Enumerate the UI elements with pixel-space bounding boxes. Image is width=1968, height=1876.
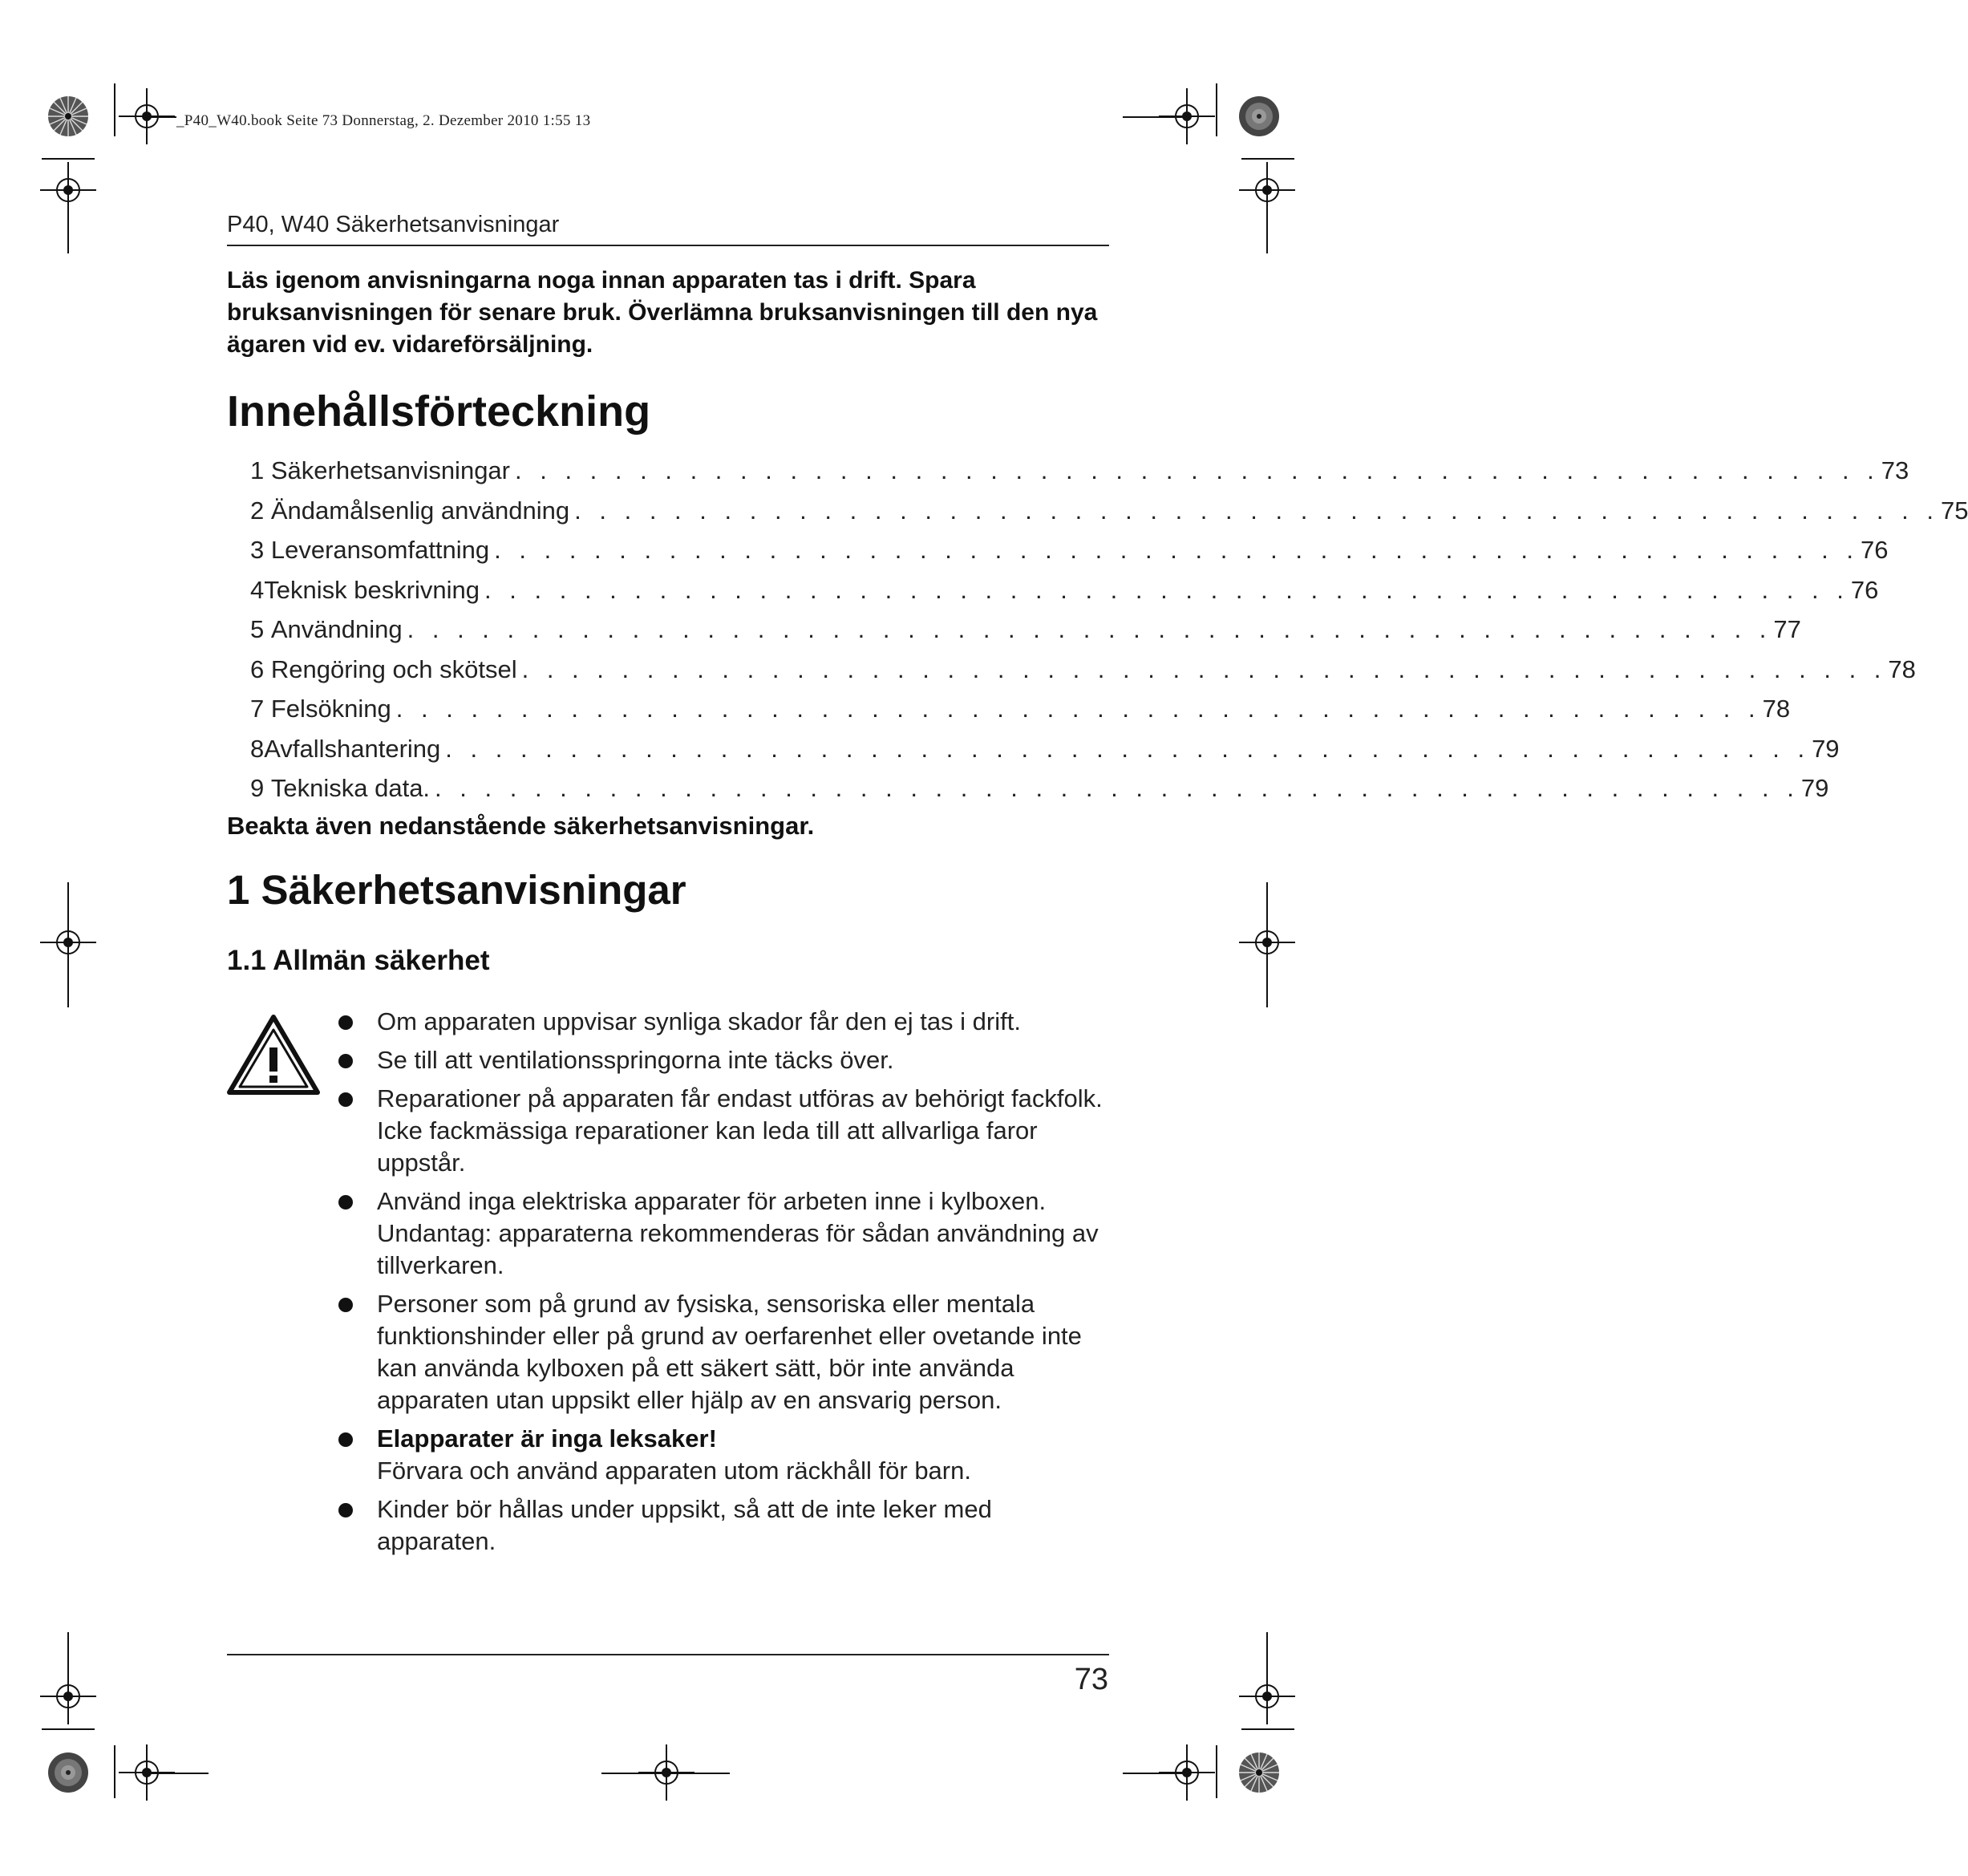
toc-entry-title: Felsökning [270,695,391,723]
list-item [335,1083,1115,1179]
trim-line [1266,882,1268,930]
trim-line [1241,1728,1294,1730]
list-item-text: Reparationer på apparaten får endast utföras av behörigt fackfolk. Icke fackmässiga reparationer kan leda till att allvarliga faror uppstår. [377,1084,1103,1177]
trim-line [1216,1745,1217,1798]
toc-leader-dots: . . . . . . . . . . . . . . . . . . . . . . . . . . . . . . . . . . . . . . . . . . . . . . . . . . . . . . . [445,734,1811,763]
toc-leader-dots: . . . . . . . . . . . . . . . . . . . . . . . . . . . . . . . . . . . . . . . . . . . . . . . . . . . . . . . [435,774,1800,802]
toc-entry-page: 79 [1812,734,1840,763]
trim-line [67,882,69,930]
list-item-text: Förvara och använd apparaten utom räckhåll för barn. [377,1457,971,1485]
toc-leader-dots: . . . . . . . . . . . . . . . . . . . . . . . . . . . . . . . . . . . . . . . . . . . . . . . . . . . . . . . [521,654,1887,683]
toc-entry-title: Tekniska data. [270,774,431,802]
toc-entry-number: 7 [250,695,265,723]
trim-line [144,116,176,118]
toc-entry-number: 1 [250,456,265,484]
list-item [335,1288,1115,1416]
bullet-dot-icon [338,1432,353,1447]
trim-line [1241,158,1294,160]
toc-entry-number: 5 [250,615,265,643]
bullet-dot-icon [338,1298,353,1312]
list-item-text: Se till att ventilationsspringorna inte täcks över. [377,1046,894,1074]
trim-line [1266,1632,1268,1680]
toc-entry-page: 79 [1800,774,1829,802]
toc-entry-title: Teknisk beskrivning [264,575,480,604]
list-item-text: Personer som på grund av fysiska, sensoriska eller mentala funktionshinder eller på grund av oerfarenhet eller ovetande inte kan använda kylboxen på ett säkert sätt, bör inte använda apparaten utan uppsikt eller hjälp av en ansvarig person. [377,1290,1082,1414]
section-heading: 1 Säkerhetsanvisningar [227,867,686,913]
trim-line [67,1632,69,1680]
registration-color-circle-icon [47,95,90,138]
toc-entry-title: Användning [270,615,403,643]
subsection-heading: 1.1 Allmän säkerhet [227,945,490,976]
list-item [335,1044,1115,1076]
bullet-dot-icon [338,1195,353,1209]
bullet-dot-icon [338,1503,353,1517]
trim-line [114,1745,115,1798]
toc-entry-number: 6 [250,654,265,683]
toc-leader-dots: . . . . . . . . . . . . . . . . . . . . . . . . . . . . . . . . . . . . . . . . . . . . . . . . . . . . . . . [515,456,1880,484]
toc-leader-dots: . . . . . . . . . . . . . . . . . . . . . . . . . . . . . . . . . . . . . . . . . . . . . . . . . . . . . . . [395,695,1761,723]
toc-entry-number: 2 [250,496,265,525]
trim-line [67,210,69,253]
toc-entry-page: 76 [1860,536,1889,564]
footer-rule [227,1654,1109,1655]
list-item [335,1423,1115,1487]
trim-line [42,158,95,160]
toc-entry-number: 9 [250,774,265,802]
toc-entry-title: Ändamålsenlig användning [270,496,570,525]
toc-entry[interactable] [250,610,1801,650]
list-item [335,1185,1115,1282]
toc-entry[interactable] [250,570,1879,610]
trim-line [114,83,115,136]
bullet-dot-icon [338,1092,353,1107]
table-of-contents [250,451,1968,808]
toc-entry[interactable] [250,650,1916,690]
toc-leader-dots: . . . . . . . . . . . . . . . . . . . . . . . . . . . . . . . . . . . . . . . . . . . . . . . . . . . . . . . [574,496,1939,525]
toc-entry[interactable] [250,491,1968,531]
toc-entry-title: Leveransomfattning [270,536,490,564]
print-info-line: _P40_W40.book Seite 73 Donnerstag, 2. Dezember 2010 1:55 13 [176,112,591,129]
bullet-dot-icon [338,1054,353,1068]
trim-line [1216,83,1217,136]
warning-triangle-icon [226,1014,321,1096]
running-head: P40, W40 Säkerhetsanvisningar [227,212,560,237]
safety-note: Beakta även nedanstående säkerhetsanvisningar. [227,812,815,840]
toc-entry-title: Avfallshantering [264,734,441,763]
toc-leader-dots: . . . . . . . . . . . . . . . . . . . . . . . . . . . . . . . . . . . . . . . . . . . . . . . . . . . . . . . [484,575,1849,604]
trim-line [42,1728,95,1730]
toc-entry-page: 77 [1773,615,1801,643]
trim-line [1123,116,1187,118]
bullet-dot-icon [338,1015,353,1030]
registration-color-circle-icon [47,1751,90,1794]
registration-color-circle-icon [1237,1751,1281,1794]
trim-line [1123,1773,1187,1774]
toc-entry-page: 78 [1888,654,1916,683]
registration-color-circle-icon [1237,95,1281,138]
toc-entry[interactable] [250,689,1791,729]
header-rule [227,245,1109,246]
trim-line [144,1773,209,1774]
toc-entry-title: Säkerhetsanvisningar [270,456,510,484]
toc-entry-number: 3 [250,536,265,564]
toc-leader-dots: . . . . . . . . . . . . . . . . . . . . . . . . . . . . . . . . . . . . . . . . . . . . . . . . . . . . . . . [494,536,1859,564]
trim-line [601,1773,730,1774]
toc-leader-dots: . . . . . . . . . . . . . . . . . . . . . . . . . . . . . . . . . . . . . . . . . . . . . . . . . . . . . . . [407,615,1772,643]
toc-entry-page: 75 [1940,496,1968,525]
toc-entry[interactable] [250,768,1829,808]
list-item [335,1006,1115,1038]
trim-line [1266,959,1268,1007]
toc-entry-page: 78 [1762,695,1791,723]
toc-entry-number: 4 [250,575,265,604]
list-item-text: Använd inga elektriska apparater för arbeten inne i kylboxen. Undantag: apparaterna rekommenderas för sådan användning av tillverkaren. [377,1187,1099,1279]
trim-line [1266,210,1268,253]
toc-entry[interactable] [250,729,1840,769]
page-number: 73 [1074,1663,1108,1696]
safety-bullet-list [335,1006,1115,1564]
list-item-bold-text: Elapparater är inga leksaker! [377,1424,717,1453]
list-item-text: Kinder bör hållas under uppsikt, så att de inte leker med apparaten. [377,1495,992,1555]
trim-line [67,959,69,1007]
toc-entry-page: 76 [1850,575,1879,604]
toc-entry-number: 8 [250,734,265,763]
toc-entry-title: Rengöring och skötsel [270,654,517,683]
intro-paragraph: Läs igenom anvisningarna noga innan apparaten tas i drift. Spara bruksanvisningen för senare bruk. Överlämna bruksanvisningen till den nya ägaren vid ev. vidareförsäljning. [227,267,1098,358]
list-item-text: Om apparaten uppvisar synliga skador får den ej tas i drift. [377,1007,1021,1035]
toc-heading: Innehållsförteckning [227,387,651,436]
list-item [335,1493,1115,1558]
toc-entry[interactable] [250,530,1889,570]
toc-entry-page: 73 [1881,456,1909,484]
toc-entry[interactable] [250,451,1909,491]
